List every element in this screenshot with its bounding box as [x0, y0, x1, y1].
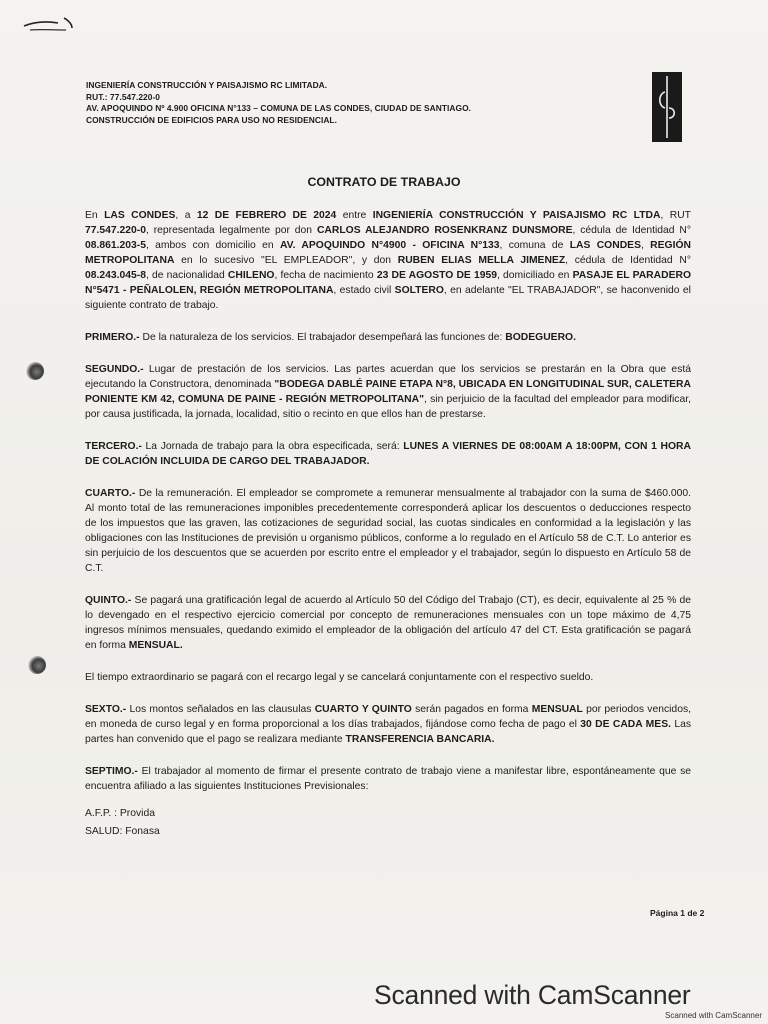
punch-hole-mark — [26, 362, 44, 380]
pen-scribble-mark — [22, 12, 82, 34]
company-rut: RUT.: 77.547.220-0 — [86, 91, 160, 102]
contract-intro: En LAS CONDES, a 12 DE FEBRERO DE 2024 entre INGENIERÍA CONSTRUCCIÓN Y PAISAJISMO RC LTDA, RUT 77.547.220-0, representada legalmente por don CARLOS ALEJANDRO ROSENKRANZ DUNSMORE, cédula de Identidad N° 08.861.203-5, ambos con domicilio en AV. APOQUINDO N°4900 - OFICINA N°133, comuna de LAS CONDES, REGIÓN METROPOLITANA en lo sucesivo "EL EMPLEADOR", y don RUBEN ELIAS MELLA JIMENEZ, cédula de Identidad N° 08.243.045-8, de nacionalidad CHILENO, fecha de nacimiento 23 DE AGOSTO DE 1959, domiciliado en PASAJE EL PARADERO N°5471 - PEÑALOLEN, REGIÓN METROPOLITANA, estado civil SOLTERO, en adelante "EL TRABAJADOR", se haconvenido el siguiente contrato de trabajo. — [85, 210, 692, 311]
company-header — [86, 80, 471, 126]
company-address: AV. APOQUINDO Nº 4.900 OFICINA N°133 – COMUNA DE LAS CONDES, CIUDAD DE SANTIAGO. — [86, 103, 472, 113]
contract-body — [85, 208, 691, 841]
clause-tercero: TERCERO.- La Jornada de trabajo para la obra especificada, será: LUNES A VIERNES DE 08:00AM A 18:00PM, CON 1 HORA DE COLACIÓN INCLUIDA DE CARGO DEL TRABAJADOR. — [85, 441, 691, 467]
document-title: CONTRATO DE TRABAJO — [307, 175, 461, 189]
clause-quinto: QUINTO.- Se pagará una gratificación legal de acuerdo al Artículo 50 del Código del Trabajo (CT), es decir, equivalente al 25 % de lo devengado en el respectivo ejercicio comercial por concepto de remuneraciones mensuales con un tope máximo de 4,75 ingresos mínimos mensuales, quedando eximido el empleador de la obligación del artículo 47 del CT. Esta gratificación se pagará en forma MENSUAL. — [85, 595, 691, 651]
clause-primero: PRIMERO.- De la naturaleza de los servicios. El trabajador desempeñará las funciones de: BODEGUERO. — [85, 332, 576, 343]
clause-cuarto: CUARTO.- De la remuneración. El empleador se compromete a remunerar mensualmente al trabajador con la suma de $460.000. Al monto total de las remuneraciones imponibles precedentemente corresponderá aplicar los descuentos o deducciones respecto de los impuestos que las graven, las cotizaciones de seguridad social, las cuotas sindicales en conformidad a la legislación y las obligaciones con las Instituciones de previsión u organismo públicos, conforme a lo regulado en el Artículo 58 de C.T. Lo anterior es sin perjuicio de los descuentos que se acuerden por escrito entre el empleador y el trabajador, según lo dispuesto en Artículo 58 de C.T. — [85, 488, 691, 574]
company-name: INGENIERÍA CONSTRUCCIÓN Y PAISAJISMO RC LIMITADA. — [86, 80, 328, 90]
page-number: Página 1 de 2 — [650, 908, 705, 918]
clause-segundo: SEGUNDO.- Lugar de prestación de los servicios. Las partes acuerdan que los servicios se prestarán en la Obra que está ejecutando la Constructora, denominada "BODEGA DABLÉ PAINE ETAPA N°8, UBICADA EN LONGITUDINAL SUR, CALETERA PONIENTE KM 42, COMUNA DE PAINE - REGIÓN METROPOLITANA", sin perjuicio de la facultad del empleador para modificar, por causa justificada, la jornada, localidad, sitio o recinto en que ellos han de prestarse. — [85, 364, 691, 420]
clause-septimo: SEPTIMO.- El trabajador al momento de firmar el presente contrato de trabajo viene a manifestar libre, espontáneamente que se encuentra afiliado a las siguientes Instituciones Previsionales: — [85, 766, 691, 792]
punch-hole-mark — [28, 656, 46, 674]
clause-tiempo-extraordinario: El tiempo extraordinario se pagará con el recargo legal y se cancelará conjuntamente con el respectivo sueldo. — [85, 672, 594, 683]
scanner-watermark: Scanned with CamScanner — [374, 980, 691, 1010]
company-activity: CONSTRUCCIÓN DE EDIFICIOS PARA USO NO RESIDENCIAL. — [86, 114, 337, 125]
salud-line: SALUD: Fonasa — [85, 826, 160, 837]
scanner-footer-text: Scanned with CamScanner — [665, 1011, 762, 1020]
afp-line: A.F.P. : Provida — [85, 808, 155, 819]
clause-sexto: SEXTO.- Los montos señalados en las clausulas CUARTO Y QUINTO serán pagados en forma MENSUAL por periodos vencidos, en moneda de curso legal y en forma proporcional a los días trabajados, fijándose como fecha de pago el 30 DE CADA MES. Las partes han convenido que el pago se realizara mediante TRANSFERENCIA BANCARIA. — [85, 704, 692, 745]
letterhead-monogram-icon — [652, 72, 682, 142]
